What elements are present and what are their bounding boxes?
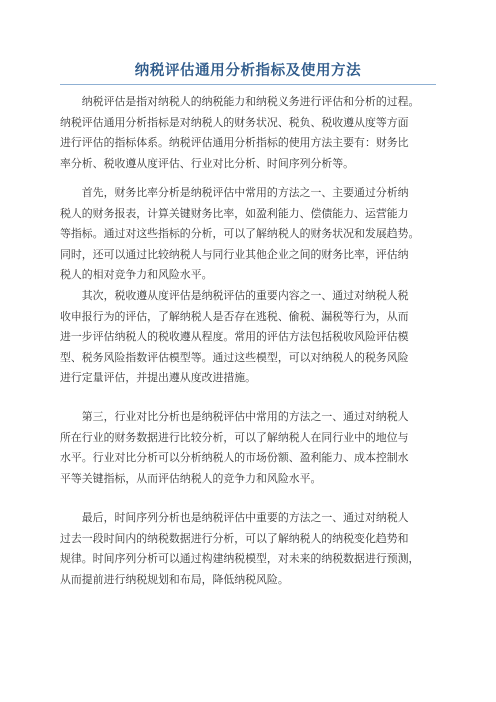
text-line: 过去一段时间内的纳税数据进行分析，可以了解纳税人的纳税变化趋势和 <box>60 531 409 545</box>
text-line: 从而提前进行纳税规划和布局，降低纳税风险。 <box>60 572 289 586</box>
text-line: 第三，行业对比分析也是纳税评估中常用的方法之一、通过对纳税人 <box>60 410 409 423</box>
text-line: 其次，税收遵从度评估是纳税评估的重要内容之一、通过对纳税人税 <box>60 289 409 302</box>
paragraph-industry-comparison <box>60 407 440 489</box>
paragraph-compliance <box>60 286 440 389</box>
text-line: 最后，时间序列分析也是纳税评估中重要的方法之一、通过对纳税人 <box>60 511 409 524</box>
document-title: 纳税评估通用分析指标及使用方法 <box>134 62 362 79</box>
text-line: 纳税评估是指对纳税人的纳税能力和纳税义务进行评估和分析的过程。 <box>60 95 420 108</box>
paragraph-time-series <box>60 508 440 590</box>
text-line: 税人的财务报表，计算关键财务比率，如盈利能力、偿债能力、运营能力 <box>60 206 409 220</box>
text-line: 所在行业的财务数据进行比较分析，可以了解纳税人在同行业中的地位与 <box>60 430 409 444</box>
text-line: 平等关键指标，从而评估纳税人的竞争力和风险水平。 <box>60 471 322 485</box>
text-line: 进行评估的指标体系。纳税评估通用分析指标的使用方法主要有：财务比 <box>60 136 409 150</box>
title-underline <box>60 84 436 85</box>
text-line: 税人的相对竞争力和风险水平。 <box>60 268 213 282</box>
text-line: 等指标。通过对这些指标的分析，可以了解纳税人的财务状况和发展趋势。 <box>60 227 420 241</box>
text-line: 纳税评估通用分析指标是对纳税人的财务状况、税负、税收遵从度等方面 <box>60 115 409 129</box>
text-line: 率分析、税收遵从度评估、行业对比分析、时间序列分析等。 <box>60 156 355 170</box>
paragraph-intro <box>60 92 440 174</box>
text-line: 进行定量评估，并提出遵从度改进措施。 <box>60 371 257 385</box>
text-line: 水平。行业对比分析可以分析纳税人的市场份额、盈利能力、成本控制水 <box>60 451 409 465</box>
text-line: 收申报行为的评估，了解纳税人是否存在逃税、偷税、漏税等行为，从而 <box>60 309 409 323</box>
text-line: 型、税务风险指数评估模型等。通过这些模型，可以对纳税人的税务风险 <box>60 350 409 364</box>
text-line: 首先，财务比率分析是纳税评估中常用的方法之一、主要通过分析纳 <box>60 186 409 199</box>
text-line: 进一步评估纳税人的税收遵从程度。常用的评估方法包括税收风险评估模 <box>60 330 409 344</box>
text-line: 规律。时间序列分析可以通过构建纳税模型，对未来的纳税数据进行预测， <box>60 552 420 566</box>
text-line: 同时，还可以通过比较纳税人与同行业其他企业之间的财务比率，评估纳 <box>60 247 409 261</box>
paragraph-financial-ratio <box>60 183 440 286</box>
